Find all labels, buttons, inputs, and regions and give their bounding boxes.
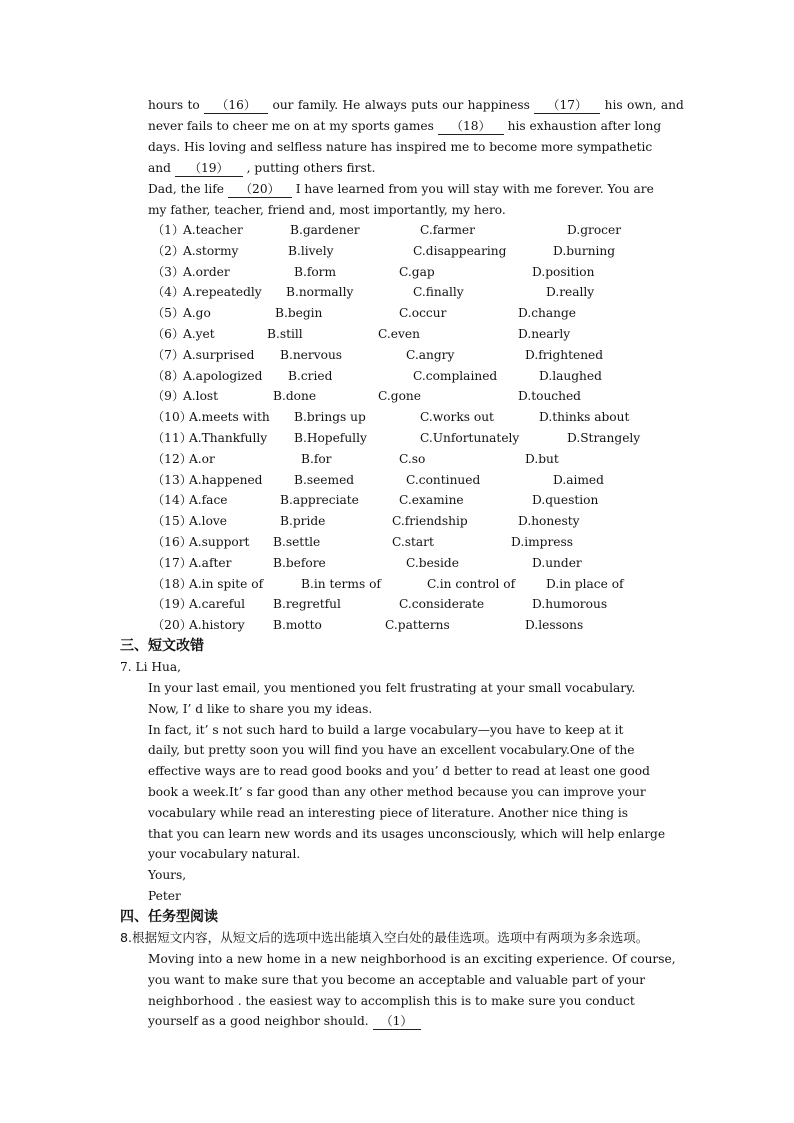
- passage-line: Yours,: [148, 868, 187, 883]
- option-a: A.apologized: [183, 368, 263, 383]
- option-d: D.honesty: [518, 514, 580, 529]
- option-a: A.yet: [183, 327, 215, 341]
- passage-text: and: [148, 161, 171, 175]
- option-d: D.laughed: [539, 368, 602, 383]
- option-row: [152, 617, 712, 633]
- section-heading-error-correction: 三、短文改错: [120, 638, 204, 654]
- option-d: D.burning: [553, 243, 616, 258]
- option-b: B.gardener: [290, 223, 360, 237]
- option-c: C.Unfortunately: [420, 431, 520, 445]
- option-number: （2）: [152, 243, 185, 258]
- option-c: C.farmer: [420, 223, 475, 237]
- option-c: C.finally: [413, 285, 464, 300]
- option-d: D.humorous: [532, 597, 608, 612]
- option-c: C.so: [399, 451, 426, 466]
- passage-text: hours to: [148, 98, 200, 112]
- option-number: （13）: [152, 472, 192, 487]
- blank-17: （17）: [534, 97, 600, 114]
- option-b: B.nervous: [280, 347, 343, 362]
- option-b: B.brings up: [294, 410, 366, 425]
- option-number: （11）: [152, 431, 192, 445]
- option-c: C.occur: [399, 306, 447, 321]
- option-c: C.angry: [406, 347, 455, 362]
- option-row: [152, 388, 712, 404]
- blank-18: （18）: [438, 118, 504, 135]
- option-c: C.patterns: [385, 618, 450, 633]
- option-a: A.meets with: [189, 410, 270, 425]
- option-c: C.works out: [420, 410, 494, 425]
- option-b: B.still: [267, 327, 303, 341]
- option-row: [152, 222, 712, 238]
- option-row: [152, 430, 712, 446]
- option-d: D.change: [518, 306, 577, 321]
- option-b: B.for: [301, 451, 332, 466]
- option-row: [152, 347, 712, 363]
- option-b: B.form: [294, 264, 337, 279]
- blank-20: （20）: [228, 181, 292, 198]
- option-c: C.continued: [406, 472, 481, 487]
- option-row: [152, 576, 712, 592]
- passage-line: daily, but pretty soon you will find you have an excellent vocabulary.One of the: [148, 743, 635, 758]
- passage-text: his exhaustion after long: [507, 119, 662, 133]
- option-c: C.considerate: [399, 597, 485, 612]
- option-b: B.settle: [273, 535, 321, 549]
- passage-line: [148, 181, 700, 198]
- option-b: B.seemed: [294, 472, 355, 487]
- option-number: （20）: [152, 618, 192, 633]
- option-c: C.examine: [399, 493, 464, 508]
- option-c: C.gap: [399, 264, 435, 279]
- option-c: C.gone: [378, 389, 421, 404]
- option-a: A.love: [189, 514, 228, 529]
- section-heading-task-reading: 四、任务型阅读: [120, 909, 218, 925]
- option-row: [152, 264, 712, 280]
- passage-line: Moving into a new home in a new neighborhood is an exciting experience. Of course,: [148, 952, 676, 966]
- option-d: D.in place of: [546, 576, 624, 591]
- option-b: B.done: [273, 389, 317, 404]
- option-a: A.lost: [183, 389, 219, 404]
- option-a: A.face: [189, 493, 228, 508]
- passage-line: Now, I’ d like to share you my ideas.: [148, 701, 373, 716]
- blank-16: （16）: [204, 97, 268, 114]
- passage-text: I have learned from you will stay with me forever. You are: [295, 182, 654, 196]
- option-d: D.lessons: [525, 618, 584, 633]
- option-a: A.teacher: [183, 223, 243, 237]
- option-b: B.normally: [286, 285, 354, 300]
- option-a: A.happened: [189, 472, 263, 487]
- option-b: B.motto: [273, 618, 322, 633]
- option-d: D.question: [532, 493, 599, 508]
- passage-line: my father, teacher, friend and, most importantly, my hero.: [148, 203, 506, 217]
- option-row: [152, 492, 712, 508]
- option-number: （19）: [152, 597, 192, 612]
- passage-line: that you can learn new words and its usages unconsciously, which will help enlarge: [148, 826, 666, 841]
- option-a: A.after: [189, 555, 232, 570]
- option-number: （6）: [152, 327, 185, 341]
- option-row: [152, 534, 712, 550]
- option-b: B.in terms of: [301, 576, 381, 591]
- passage-line: [148, 97, 700, 114]
- passage-text: never fails to cheer me on at my sports games: [148, 119, 434, 133]
- option-c: C.complained: [413, 368, 498, 383]
- option-c: C.friendship: [392, 514, 468, 529]
- option-d: D.grocer: [567, 223, 622, 237]
- option-a: A.careful: [189, 597, 246, 612]
- option-number: （4）: [152, 285, 185, 300]
- option-c: C.start: [392, 535, 434, 549]
- option-d: D.frightened: [525, 347, 604, 362]
- option-number: （1）: [152, 223, 185, 237]
- option-row: [152, 596, 712, 612]
- option-d: D.position: [532, 264, 595, 279]
- option-a: A.support: [189, 535, 250, 549]
- option-a: A.history: [189, 618, 245, 633]
- option-b: B.appreciate: [280, 493, 359, 508]
- passage-text: , putting others first.: [246, 161, 376, 175]
- option-row: [152, 284, 712, 300]
- option-number: （17）: [152, 555, 192, 570]
- option-d: D.but: [525, 451, 559, 466]
- option-number: （12）: [152, 451, 192, 466]
- option-row: [152, 368, 712, 384]
- passage-line: In your last email, you mentioned you felt frustrating at your small vocabulary.: [148, 681, 636, 695]
- option-d: D.impress: [511, 535, 574, 549]
- option-number: （7）: [152, 347, 185, 362]
- option-c: C.even: [378, 327, 420, 341]
- option-d: D.Strangely: [567, 431, 641, 445]
- option-c: C.in control of: [427, 576, 516, 591]
- question-instruction: 8.根据短文内容，从短文后的选项中选出能填入空白处的最佳选项。选项中有两项为多余选项。: [120, 930, 649, 945]
- option-a: A.in spite of: [189, 576, 264, 591]
- option-number: （3）: [152, 264, 185, 279]
- option-d: D.under: [532, 555, 582, 570]
- passage-line: [148, 1013, 700, 1030]
- option-b: B.Hopefully: [294, 431, 367, 445]
- blank-19: （19）: [175, 160, 243, 177]
- option-b: B.before: [273, 555, 326, 570]
- option-b: B.cried: [288, 368, 333, 383]
- option-d: D.really: [546, 285, 595, 300]
- passage-text: his own, and: [604, 98, 684, 112]
- option-row: [152, 472, 712, 488]
- option-row: [152, 243, 712, 259]
- passage-line: [148, 118, 700, 135]
- option-row: [152, 451, 712, 467]
- blank-1: （1）: [373, 1013, 421, 1030]
- passage-line: effective ways are to read good books and you’ d better to read at least one good: [148, 764, 650, 779]
- option-number: （18）: [152, 576, 192, 591]
- passage-text: Dad, the life: [148, 182, 224, 196]
- option-number: （15）: [152, 514, 192, 529]
- option-a: A.surprised: [183, 347, 255, 362]
- passage-line: book a week.It’ s far good than any other method because you can improve your: [148, 785, 646, 799]
- passage-text: our family. He always puts our happiness: [272, 98, 530, 112]
- option-row: [152, 326, 712, 342]
- passage-line: vocabulary while read an interesting piece of literature. Another nice thing is: [148, 805, 629, 820]
- option-number: （9）: [152, 389, 185, 404]
- option-b: B.begin: [275, 306, 323, 321]
- option-b: B.regretful: [273, 597, 341, 612]
- option-b: B.lively: [288, 243, 334, 258]
- question-label: 7. Li Hua,: [120, 660, 181, 674]
- option-b: B.pride: [280, 514, 326, 529]
- option-d: D.nearly: [518, 327, 571, 341]
- passage-line: [148, 160, 700, 177]
- passage-line: In fact, it’ s not such hard to build a large vocabulary—you have to keep at it: [148, 722, 624, 737]
- option-number: （8）: [152, 368, 185, 383]
- passage-line: neighborhood . the easiest way to accomplish this is to make sure you conduct: [148, 993, 635, 1008]
- passage-line: Peter: [148, 889, 181, 903]
- passage-line: days. His loving and selfless nature has inspired me to become more sympathetic: [148, 140, 653, 154]
- passage-line: your vocabulary natural.: [148, 847, 301, 862]
- option-a: A.go: [183, 306, 211, 321]
- passage-text: yourself as a good neighbor should.: [148, 1014, 369, 1028]
- option-number: （16）: [152, 535, 192, 549]
- option-c: C.disappearing: [413, 243, 507, 258]
- option-a: A.stormy: [183, 243, 239, 258]
- option-row: [152, 555, 712, 571]
- option-number: （10）: [152, 410, 192, 425]
- option-a: A.Thankfully: [189, 431, 268, 445]
- option-row: [152, 409, 712, 425]
- option-a: A.repeatedly: [183, 285, 262, 300]
- option-number: （5）: [152, 306, 185, 321]
- option-a: A.or: [189, 451, 215, 466]
- option-d: D.touched: [518, 389, 581, 404]
- option-row: [152, 513, 712, 529]
- option-row: [152, 305, 712, 321]
- option-d: D.thinks about: [539, 410, 630, 425]
- option-number: （14）: [152, 493, 192, 508]
- option-c: C.beside: [406, 555, 459, 570]
- option-d: D.aimed: [553, 472, 604, 487]
- passage-line: you want to make sure that you become an acceptable and valuable part of your: [148, 972, 646, 987]
- option-a: A.order: [183, 264, 230, 279]
